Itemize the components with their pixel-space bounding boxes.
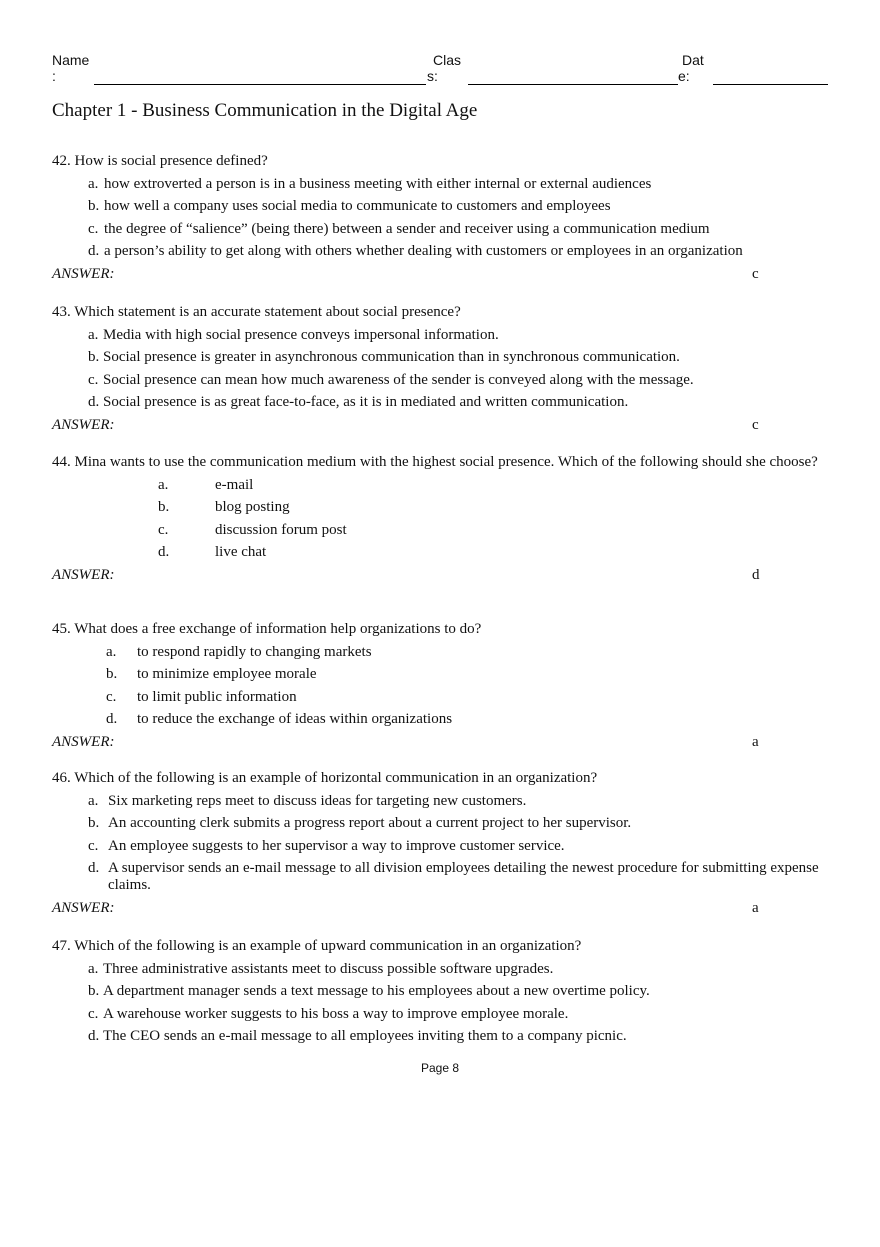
date-label: Dat — [682, 52, 704, 68]
option-letter: c. — [88, 837, 99, 854]
option-letter: c. — [158, 521, 169, 538]
option-text: to limit public information — [137, 688, 297, 705]
option-b — [52, 983, 822, 1000]
option-letter: d. — [88, 860, 100, 876]
option-letter: b. — [106, 666, 118, 682]
option-text: The CEO sends an e-mail message to all employees inviting them to a company picnic. — [103, 1028, 627, 1044]
answer-value: d — [752, 567, 760, 583]
option-c — [52, 221, 822, 238]
answer-row — [52, 899, 822, 917]
option-b — [52, 499, 822, 516]
option-a — [52, 327, 822, 344]
option-text: Six marketing reps meet to discuss ideas for targeting new customers. — [108, 792, 527, 809]
answer-label: ANSWER: — [52, 734, 115, 750]
answer-label: ANSWER: — [52, 417, 115, 433]
option-text: to reduce the exchange of ideas within organizations — [137, 711, 453, 727]
answer-row — [52, 566, 822, 584]
answer-value: c — [752, 266, 759, 282]
option-text: An accounting clerk submits a progress report about a current project to her supervisor. — [108, 815, 632, 831]
option-text: Social presence is greater in asynchronous communication than in synchronous communication. — [103, 349, 680, 365]
answer-row — [52, 416, 822, 434]
option-letter: a. — [88, 960, 99, 977]
answer-value: a — [752, 900, 759, 916]
option-a — [52, 961, 822, 978]
option-d — [52, 711, 822, 728]
option-a — [52, 793, 822, 810]
option-text: to respond rapidly to changing markets — [137, 643, 372, 660]
option-letter: b. — [88, 349, 100, 365]
chapter-title: Chapter 1 - Business Communication in the Digital Age — [52, 100, 478, 121]
question-44 — [52, 454, 822, 584]
question-46 — [52, 770, 822, 917]
question-45 — [52, 621, 822, 751]
option-text: e-mail — [215, 476, 254, 493]
option-text: A warehouse worker suggests to his boss a way to improve employee morale. — [103, 1005, 569, 1022]
option-text: blog posting — [215, 499, 290, 515]
option-b — [52, 815, 822, 832]
question-stem: 47. Which of the following is an example of upward communication in an organization? — [52, 938, 582, 954]
class-label-colon: s: — [427, 68, 438, 84]
option-d — [52, 860, 822, 894]
option-c — [52, 689, 822, 706]
question-47 — [52, 938, 822, 1045]
option-d — [52, 544, 822, 561]
answer-label: ANSWER: — [52, 900, 115, 916]
option-letter: a. — [106, 643, 117, 660]
option-c — [52, 372, 822, 389]
option-d — [52, 394, 822, 411]
option-letter: c. — [88, 220, 99, 237]
option-text: how well a company uses social media to communicate to customers and employees — [104, 198, 611, 214]
option-letter: a. — [88, 175, 99, 192]
option-text: to minimize employee morale — [137, 666, 317, 682]
answer-row — [52, 733, 822, 751]
date-label-colon: e: — [678, 68, 690, 84]
option-d — [52, 1028, 822, 1045]
date-field-line[interactable] — [713, 84, 828, 85]
option-c — [52, 838, 822, 855]
option-text: a person’s ability to get along with others whether dealing with customers or employees in an organization — [104, 243, 743, 259]
page-number: Page 8 — [420, 1061, 460, 1075]
option-text: An employee suggests to her supervisor a way to improve customer service. — [108, 837, 565, 854]
question-stem: 42. How is social presence defined? — [52, 153, 268, 169]
option-text: Media with high social presence conveys impersonal information. — [103, 326, 499, 343]
option-letter: a. — [158, 476, 169, 493]
name-label-colon: : — [52, 68, 56, 84]
answer-label: ANSWER: — [52, 567, 115, 583]
name-label: Name — [52, 52, 90, 68]
option-a — [52, 477, 822, 494]
class-label: Clas — [433, 52, 462, 68]
option-letter: c. — [106, 688, 117, 705]
answer-value: a — [752, 734, 759, 750]
option-b — [52, 666, 822, 683]
option-letter: d. — [106, 711, 118, 727]
option-letter: c. — [88, 1005, 99, 1022]
class-field-line[interactable] — [468, 84, 678, 85]
option-letter: a. — [88, 792, 99, 809]
option-text: discussion forum post — [215, 521, 347, 538]
option-letter: b. — [88, 198, 100, 214]
question-stem: 44. Mina wants to use the communication medium with the highest social presence. Which of the following should she choose? — [52, 454, 818, 470]
option-letter: d. — [158, 544, 170, 560]
option-b — [52, 198, 822, 215]
option-text: A supervisor sends an e-mail message to all division employees detailing the newest procedure for submitting expense claims. — [108, 860, 819, 893]
question-42 — [52, 153, 822, 283]
option-text: Three administrative assistants meet to discuss possible software upgrades. — [103, 960, 554, 977]
option-letter: b. — [88, 983, 100, 999]
option-letter: d. — [88, 1028, 100, 1044]
option-b — [52, 349, 822, 366]
option-a — [52, 644, 822, 661]
option-letter: a. — [88, 326, 99, 343]
answer-value: c — [752, 417, 759, 433]
option-letter: d. — [88, 243, 100, 259]
answer-label: ANSWER: — [52, 266, 115, 282]
answer-row — [52, 265, 822, 283]
question-stem: 43. Which statement is an accurate statement about social presence? — [52, 304, 461, 320]
option-text: A department manager sends a text message to his employees about a new overtime policy. — [103, 983, 650, 999]
option-letter: b. — [88, 815, 100, 831]
option-text: Social presence can mean how much awareness of the sender is conveyed along with the message. — [103, 371, 694, 388]
question-stem: 46. Which of the following is an example of horizontal communication in an organization? — [52, 770, 598, 786]
option-d — [52, 243, 822, 260]
option-letter: d. — [88, 394, 100, 410]
option-text: the degree of “salience” (being there) between a sender and receiver using a communication medium — [104, 220, 710, 237]
option-text: Social presence is as great face-to-face, as it is in mediated and written communication. — [103, 394, 629, 410]
option-a — [52, 176, 822, 193]
option-letter: b. — [158, 499, 170, 515]
question-stem: 45. What does a free exchange of information help organizations to do? — [52, 621, 482, 637]
option-c — [52, 522, 822, 539]
option-text: how extroverted a person is in a business meeting with either internal or external audiences — [104, 175, 652, 192]
option-text: live chat — [215, 544, 267, 560]
question-43 — [52, 304, 822, 434]
name-field-line[interactable] — [94, 84, 426, 85]
option-letter: c. — [88, 371, 99, 388]
option-c — [52, 1006, 822, 1023]
